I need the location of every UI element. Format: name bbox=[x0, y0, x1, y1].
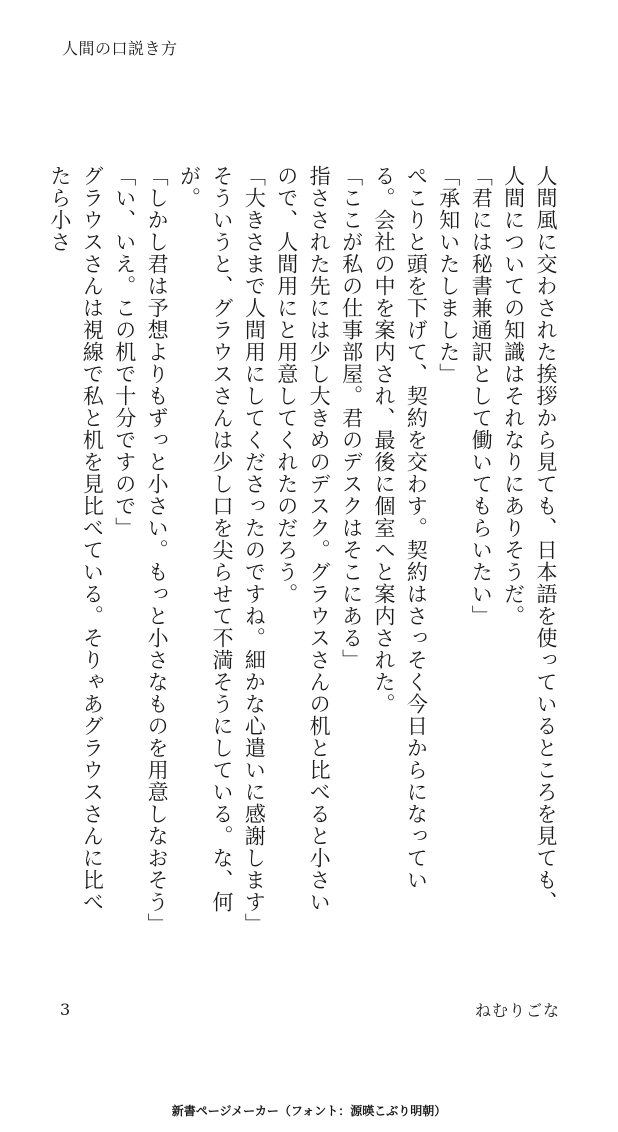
paragraph: 「ここが私の仕事部屋。君のデスクはそこにある」 bbox=[339, 165, 364, 671]
paragraph: 「しかし君は予想よりもずっと小さい。もっと小さなものを用意しなおそう」 bbox=[145, 165, 170, 935]
paragraph: ぺこりと頭を下げて、契約を交わす。契約はさっそく今日からになっている。会社の中を案内され、最後に個室へと案内された。 bbox=[371, 165, 429, 891]
vertical-body-text bbox=[47, 165, 562, 935]
paragraph: 人間風に交わされた挨拶から見ても、日本語を使っているところを見ても、人間についての知識はそれなりにありそうだ。 bbox=[501, 165, 558, 913]
paragraph: 「君には秘書兼通訳として働いてもらいたい」 bbox=[469, 165, 494, 627]
maker-credit: 新書ページメーカー（フォント：源暎こぶり明朝） bbox=[171, 1104, 447, 1118]
paragraph: グラウスさんは視線で私と机を見比べている。そりゃあグラウスさんに比べたら小さ bbox=[47, 165, 105, 913]
paragraph: 「大きさまで人間用にしてくださったのですね。細かな心遣いに感謝します」 bbox=[242, 165, 267, 935]
paragraph: そういうと、グラウスさんは少し口を尖らせて不満そうにしている。な、何が。 bbox=[177, 165, 234, 913]
book-title: 人間の口説き方 bbox=[62, 39, 178, 58]
author-name: ねむりごな bbox=[474, 1001, 560, 1020]
paragraph: 「い、いえ。この机で十分ですので」 bbox=[112, 165, 137, 539]
paragraph: 「承知いたしました」 bbox=[436, 165, 461, 385]
page-number: 3 bbox=[60, 1000, 71, 1019]
paragraph: 指さされた先には少し大きめのデスク。グラウスさんの机と比べると小さいので、人間用にと用意してくれたのだろう。 bbox=[274, 165, 332, 913]
